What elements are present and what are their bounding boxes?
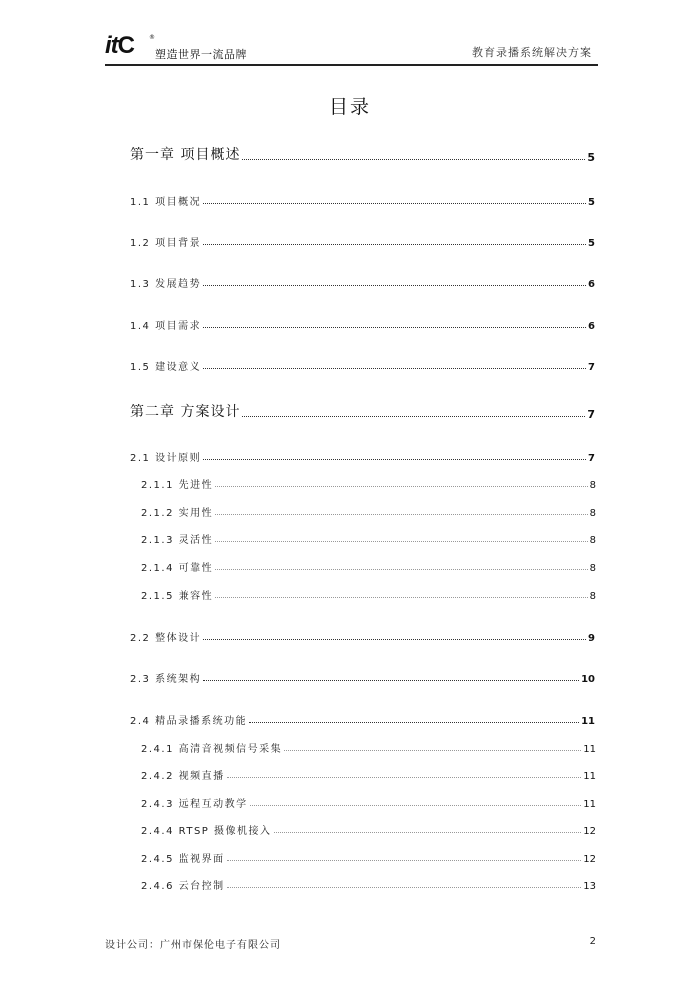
toc-leader-dots bbox=[242, 158, 585, 160]
toc-entry-page: 13 bbox=[583, 881, 596, 892]
toc-entry-page: 8 bbox=[589, 591, 596, 602]
toc-entry-label: 2.4.5 监视界面 bbox=[141, 854, 225, 865]
toc-entry[interactable] bbox=[141, 528, 596, 546]
toc-entry[interactable] bbox=[130, 403, 595, 421]
toc-entry-label: 2.4.6 云台控制 bbox=[141, 881, 225, 892]
toc-entry-label: 2.4.1 高清音视频信号采集 bbox=[141, 744, 283, 755]
toc-leader-dots bbox=[215, 568, 588, 570]
toc-entry-page: 8 bbox=[589, 480, 596, 491]
toc-leader-dots bbox=[203, 202, 586, 204]
toc-entry[interactable] bbox=[130, 231, 595, 249]
page-header bbox=[105, 30, 598, 66]
toc-entry-label: 1.3 发展趋势 bbox=[130, 279, 202, 290]
toc-entry-page: 8 bbox=[589, 508, 596, 519]
toc-entry-page: 9 bbox=[588, 633, 595, 644]
toc-leader-dots bbox=[215, 485, 588, 487]
header-slogan: 塑造世界一流品牌 bbox=[155, 48, 247, 61]
toc-entry-label: 2.4 精品录播系统功能 bbox=[130, 716, 248, 727]
toc-entry-page: 7 bbox=[588, 453, 595, 464]
toc-entry-page: 5 bbox=[587, 151, 595, 164]
toc-entry-page: 7 bbox=[587, 408, 595, 421]
toc-entry-label: 2.1 设计原则 bbox=[130, 453, 202, 464]
header-document-title: 教育录播系统解决方案 bbox=[472, 46, 592, 59]
toc-entry-label: 2.1.2 实用性 bbox=[141, 508, 214, 519]
toc-entry-page: 11 bbox=[581, 716, 595, 727]
toc-entry[interactable] bbox=[141, 764, 596, 782]
toc-entry-page: 11 bbox=[583, 771, 596, 782]
footer-page-number: 2 bbox=[589, 936, 596, 947]
toc-entry-label: 第二章 方案设计 bbox=[130, 404, 241, 420]
toc-entry[interactable] bbox=[141, 473, 596, 491]
toc-entry-page: 7 bbox=[588, 362, 595, 373]
toc-entry[interactable] bbox=[130, 146, 595, 164]
toc-entry[interactable] bbox=[141, 584, 596, 602]
toc-entry-page: 11 bbox=[583, 799, 596, 810]
toc-leader-dots bbox=[227, 886, 582, 888]
toc-entry-page: 10 bbox=[581, 674, 595, 685]
toc-title: 目录 bbox=[328, 96, 371, 118]
toc-leader-dots bbox=[215, 596, 588, 598]
toc-leader-dots bbox=[203, 367, 586, 369]
toc-entry-page: 8 bbox=[589, 535, 596, 546]
toc-entry-label: 2.4.4 RTSP 摄像机接入 bbox=[141, 826, 272, 837]
toc-entry-page: 12 bbox=[583, 826, 596, 837]
toc-entry[interactable] bbox=[130, 709, 595, 727]
toc-leader-dots bbox=[284, 749, 581, 751]
toc-entry[interactable] bbox=[130, 626, 595, 644]
logo-registered-mark: ® bbox=[149, 34, 155, 41]
toc-entry-label: 2.1.1 先进性 bbox=[141, 480, 214, 491]
toc-entry-page: 5 bbox=[588, 197, 595, 208]
logo-c: C bbox=[117, 32, 135, 59]
toc-leader-dots bbox=[203, 458, 586, 460]
toc-entry-label: 2.4.3 远程互动教学 bbox=[141, 799, 248, 810]
page-footer bbox=[105, 936, 598, 951]
toc-entry[interactable] bbox=[141, 819, 596, 837]
toc-entry[interactable] bbox=[141, 847, 596, 865]
toc-entry[interactable] bbox=[141, 792, 596, 810]
toc-leader-dots bbox=[203, 638, 586, 640]
toc-entry-page: 8 bbox=[589, 563, 596, 574]
toc-entry-label: 1.5 建设意义 bbox=[130, 362, 202, 373]
toc-entry-label: 1.1 项目概况 bbox=[130, 197, 202, 208]
toc-entry-label: 1.2 项目背景 bbox=[130, 238, 202, 249]
toc-leader-dots bbox=[242, 415, 585, 417]
toc-entry[interactable] bbox=[141, 874, 596, 892]
toc-entry-label: 2.1.5 兼容性 bbox=[141, 591, 214, 602]
toc-entry[interactable] bbox=[130, 355, 595, 373]
toc-entry[interactable] bbox=[130, 314, 595, 332]
toc-leader-dots bbox=[215, 513, 588, 515]
toc-entry-label: 2.1.3 灵活性 bbox=[141, 535, 214, 546]
toc-entry[interactable] bbox=[141, 556, 596, 574]
toc-leader-dots bbox=[274, 831, 582, 833]
toc-entry-page: 12 bbox=[583, 854, 596, 865]
toc-leader-dots bbox=[203, 326, 586, 328]
toc-entry[interactable] bbox=[130, 667, 595, 685]
toc-entry-label: 2.4.2 视频直播 bbox=[141, 771, 225, 782]
toc-leader-dots bbox=[203, 243, 586, 245]
toc-entry-label: 第一章 项目概述 bbox=[130, 147, 241, 163]
itc-logo bbox=[105, 32, 134, 60]
toc-entry-page: 6 bbox=[588, 279, 595, 290]
toc-leader-dots bbox=[215, 540, 588, 542]
toc-entry[interactable] bbox=[130, 446, 595, 464]
toc-entry-label: 2.3 系统架构 bbox=[130, 674, 202, 685]
toc-entry[interactable] bbox=[130, 272, 595, 290]
toc-entry-label: 2.1.4 可靠性 bbox=[141, 563, 214, 574]
toc-entry-page: 11 bbox=[583, 744, 596, 755]
toc-entry[interactable] bbox=[141, 737, 596, 755]
toc-leader-dots bbox=[203, 284, 586, 286]
toc-entry[interactable] bbox=[130, 190, 595, 208]
toc-leader-dots bbox=[203, 679, 579, 681]
toc-leader-dots bbox=[249, 721, 579, 723]
logo-it: it bbox=[105, 32, 118, 59]
toc-entry-page: 5 bbox=[588, 238, 595, 249]
toc-leader-dots bbox=[227, 776, 582, 778]
toc-leader-dots bbox=[227, 859, 582, 861]
toc-entry-page: 6 bbox=[588, 321, 595, 332]
toc-entry[interactable] bbox=[141, 501, 596, 519]
toc-entry-label: 1.4 项目需求 bbox=[130, 321, 202, 332]
toc-entry-label: 2.2 整体设计 bbox=[130, 633, 202, 644]
toc-leader-dots bbox=[250, 804, 582, 806]
footer-company: 设计公司：广州市保伦电子有限公司 bbox=[105, 940, 281, 951]
